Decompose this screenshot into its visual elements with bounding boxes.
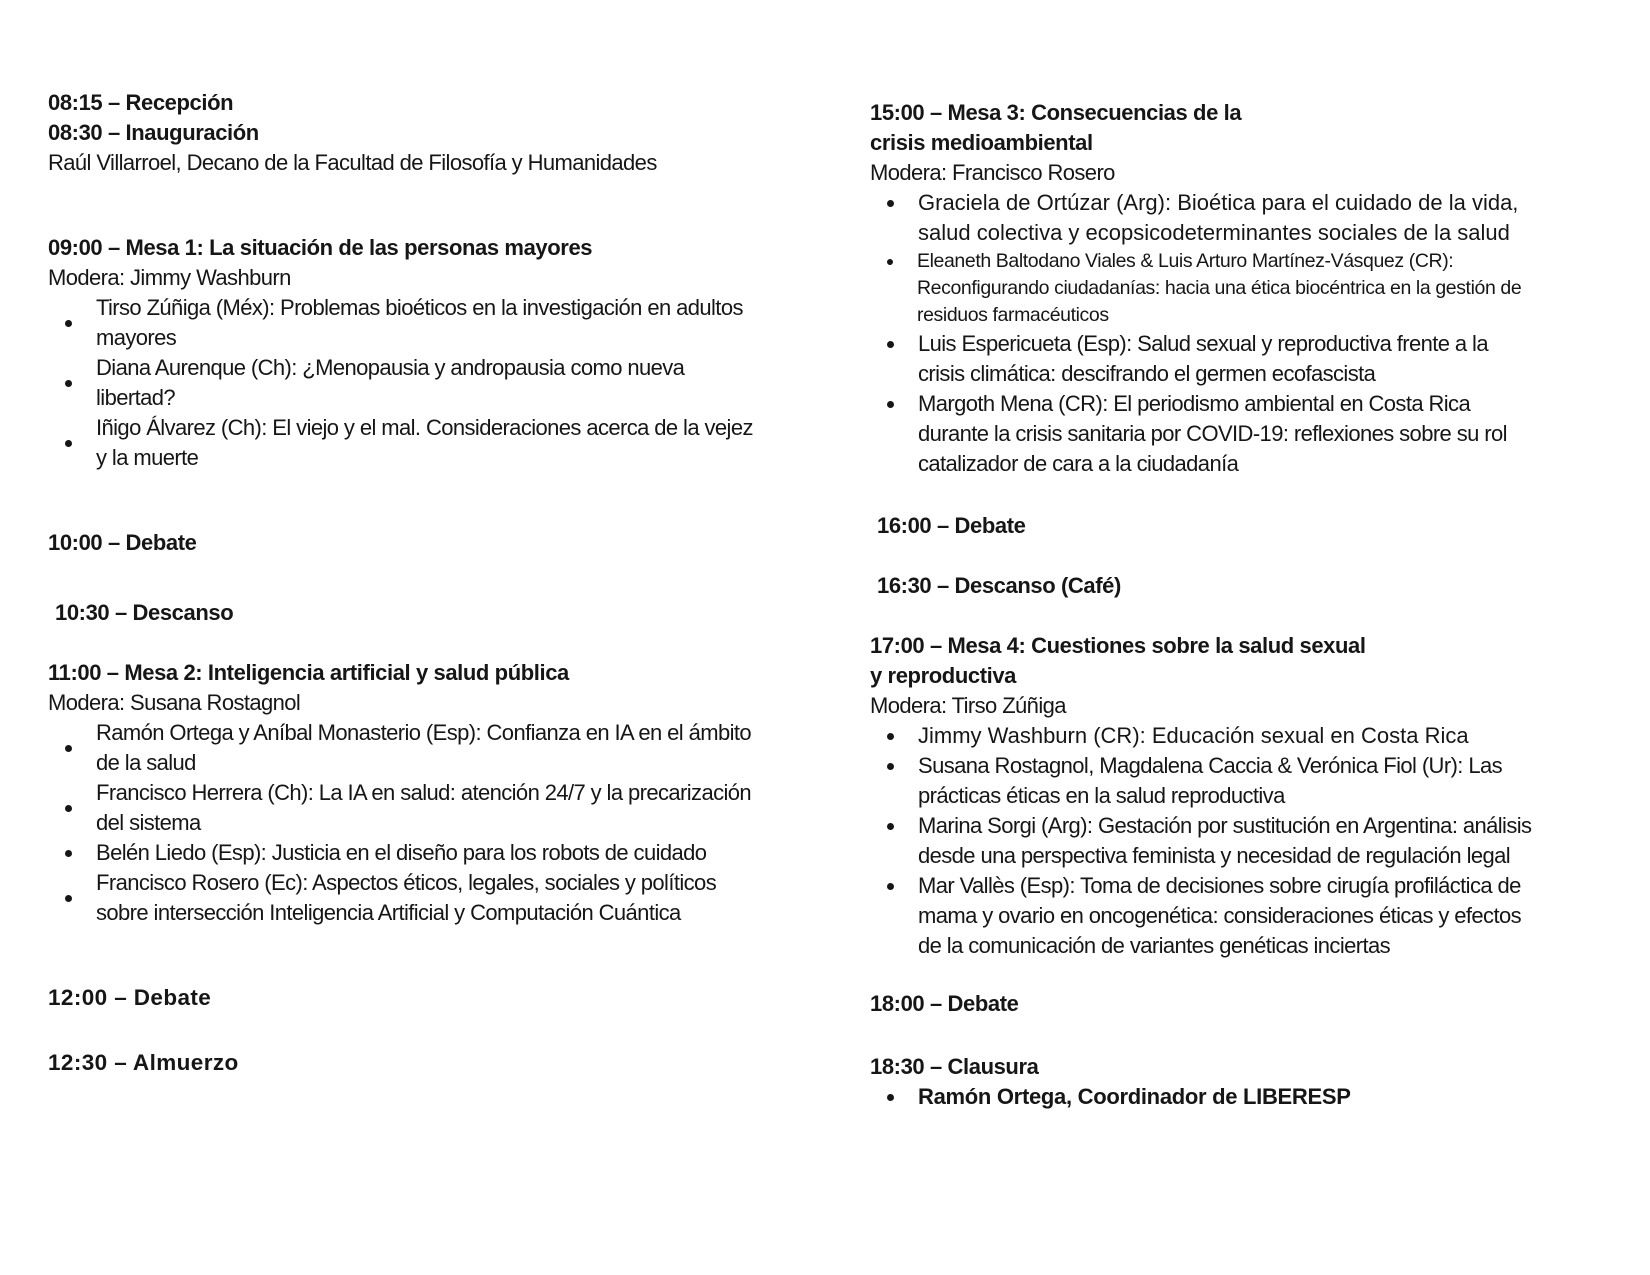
session-debate-1600: 16:00 – Debate [877,513,1026,538]
talk-text: Marina Sorgi (Arg): Gestación por sustitución en Argentina: análisis desde una perspectiva feminista y necesidad de regulación legal [918,813,1532,868]
talk-item [48,293,760,353]
talk-text: Francisco Rosero (Ec): Aspectos éticos, legales, sociales y políticos sobre intersección Inteligencia Artificial y Computación Cuántica [96,870,717,925]
bullet-icon [887,763,894,770]
bullet-icon [887,401,894,408]
closing-list [870,1082,1532,1112]
mesa2-title: 11:00 – Mesa 2: Inteligencia artificial y salud pública [48,660,569,685]
talk-text: Mar Vallès (Esp): Toma de decisiones sobre cirugía profiláctica de mama y ovario en oncogenética: consideraciones éticas y efectos de la comunicación de variantes genéticas inciertas [918,873,1521,958]
talk-item [48,353,760,413]
talk-text: Ramón Ortega y Aníbal Monasterio (Esp): Confianza en IA en el ámbito de la salud [96,720,752,775]
bullet-icon [887,733,894,740]
mesa3-moderator: Modera: Francisco Rosero [870,160,1115,185]
closing-item [870,1082,1532,1112]
mesa3-title-line2: crisis medioambiental [870,130,1093,155]
session-inauguration: 08:30 – Inauguración [48,120,259,145]
bullet-icon [65,440,72,447]
bullet-icon [887,1094,894,1101]
session-break-1030: 10:30 – Descanso [55,600,234,625]
bullet-icon [887,341,894,348]
mesa2-talk-list [48,718,760,928]
session-mesa3 [870,98,1532,479]
mesa1-talk-list [48,293,760,473]
session-closing [870,1052,1532,1112]
session-debate-1000: 10:00 – Debate [48,530,197,555]
bullet-icon [887,259,893,265]
closing-item-text: Ramón Ortega, Coordinador de LIBERESP [918,1084,1351,1109]
closing-title: 18:30 – Clausura [870,1054,1039,1079]
talk-text: Diana Aurenque (Ch): ¿Menopausia y andropausia como nueva libertad? [96,355,685,410]
talk-text: Eleaneth Baltodano Viales & Luis Arturo Martínez-Vásquez (CR): Reconfigurando ciudadanías: hacia una ética biocéntrica en la gestión de residuos farmacéuticos [917,250,1522,326]
mesa4-title-line2: y reproductiva [870,663,1017,688]
mesa3-title-line1: 15:00 – Mesa 3: Consecuencias de la [870,100,1242,125]
session-debate-1800: 18:00 – Debate [870,991,1019,1016]
talk-text: Tirso Zúñiga (Méx): Problemas bioéticos en la investigación en adultos mayores [96,295,743,350]
talk-text: Belén Liedo (Esp): Justicia en el diseño para los robots de cuidado [96,840,707,865]
talk-text: Luis Espericueta (Esp): Salud sexual y reproductiva frente a la crisis climática: descifrando el germen ecofascista [918,331,1488,386]
bullet-icon [887,200,894,207]
session-mesa4 [870,631,1532,961]
talk-item [48,778,760,838]
bullet-icon [65,805,72,812]
mesa4-moderator: Modera: Tirso Zúñiga [870,693,1066,718]
talk-text: Susana Rostagnol, Magdalena Caccia & Verónica Fiol (Ur): Las prácticas éticas en la salud reproductiva [918,753,1502,808]
talk-item [48,868,760,928]
program-column-afternoon [870,98,1532,1112]
session-mesa2 [48,658,760,928]
talk-item [870,721,1532,751]
session-mesa1 [48,233,760,473]
mesa1-moderator: Modera: Jimmy Washburn [48,265,291,290]
talk-item [870,751,1532,811]
program-column-morning [48,88,760,1078]
bullet-icon [887,883,894,890]
mesa3-talk-list [870,188,1532,479]
mesa4-talk-list [870,721,1532,961]
bullet-icon [65,850,72,857]
mesa1-title: 09:00 – Mesa 1: La situación de las personas mayores [48,235,593,260]
talk-item [870,389,1532,479]
inauguration-speaker: Raúl Villarroel, Decano de la Facultad de Filosofía y Humanidades [48,150,657,175]
session-reception: 08:15 – Recepción [48,90,234,115]
talk-text: Jimmy Washburn (CR): Educación sexual en Costa Rica [918,723,1469,748]
mesa2-moderator: Modera: Susana Rostagnol [48,690,301,715]
talk-text: Francisco Herrera (Ch): La IA en salud: atención 24/7 y la precarización del sistema [96,780,752,835]
talk-item [870,871,1532,961]
bullet-icon [65,380,72,387]
session-lunch-1230: 12:30 – Almuerzo [48,1050,239,1075]
talk-text: Iñigo Álvarez (Ch): El viejo y el mal. Consideraciones acerca de la vejez y la muerte [96,415,753,470]
session-break-1630: 16:30 – Descanso (Café) [877,573,1121,598]
talk-item [870,329,1532,389]
talk-item [870,248,1532,329]
talk-item [870,811,1532,871]
session-opening [48,88,760,178]
bullet-icon [65,320,72,327]
bullet-icon [65,745,72,752]
mesa4-title-line1: 17:00 – Mesa 4: Cuestiones sobre la salud sexual [870,633,1366,658]
talk-item [870,188,1532,248]
session-debate-1200: 12:00 – Debate [48,985,212,1010]
talk-item [48,413,760,473]
bullet-icon [887,823,894,830]
talk-text: Graciela de Ortúzar (Arg): Bioética para el cuidado de la vida, salud colectiva y ecopsicodeterminantes sociales de la salud [918,190,1519,245]
talk-text: Margoth Mena (CR): El periodismo ambiental en Costa Rica durante la crisis sanitaria por COVID-19: reflexiones sobre su rol catalizador de cara a la ciudadanía [918,391,1507,476]
talk-item [48,838,760,868]
talk-item [48,718,760,778]
bullet-icon [65,895,72,902]
